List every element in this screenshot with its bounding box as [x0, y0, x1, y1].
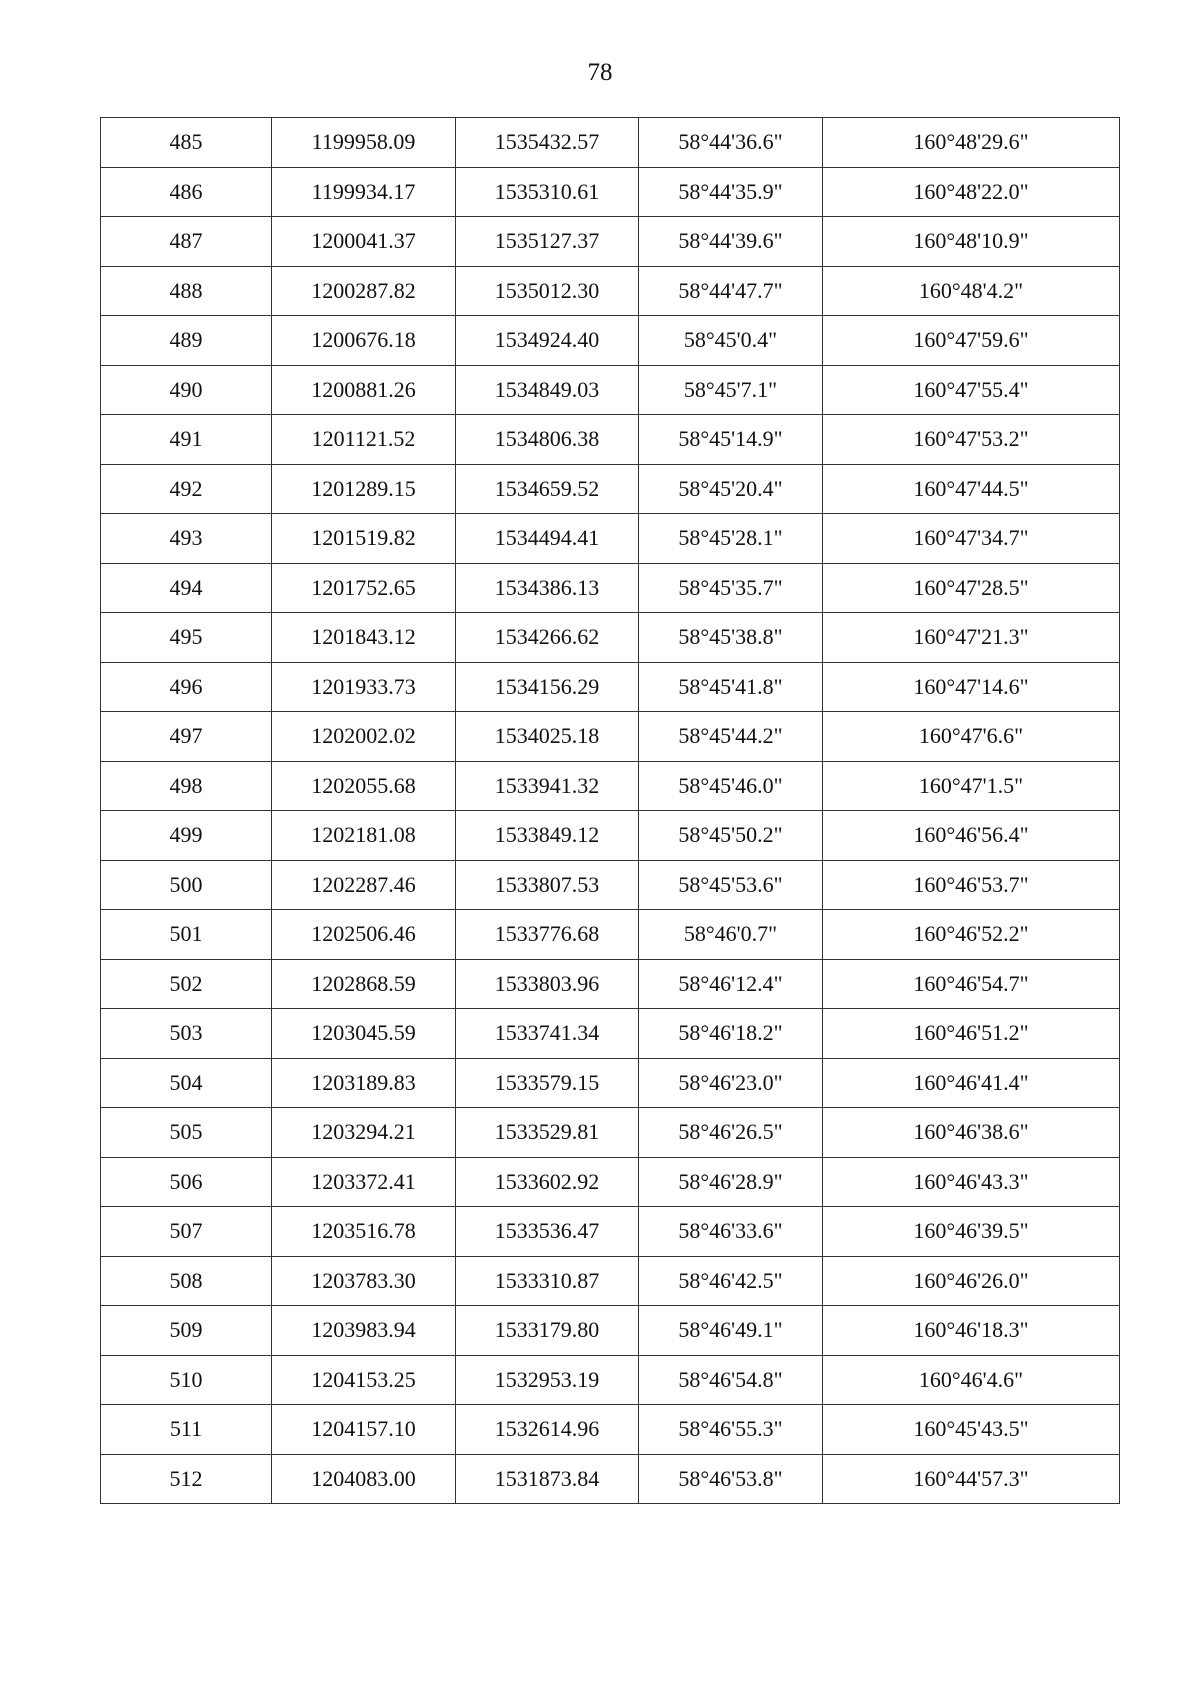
longitude-cell: 160°46'4.6": [823, 1355, 1120, 1405]
latitude-cell: 58°46'53.8": [639, 1454, 823, 1504]
latitude-cell: 58°44'47.7": [639, 266, 823, 316]
x-coordinate-cell: 1201121.52: [272, 415, 456, 465]
y-coordinate-cell: 1533849.12: [456, 811, 639, 861]
x-coordinate-cell: 1202506.46: [272, 910, 456, 960]
y-coordinate-cell: 1533179.80: [456, 1306, 639, 1356]
longitude-cell: 160°47'14.6": [823, 662, 1120, 712]
point-number-cell: 491: [101, 415, 272, 465]
point-number-cell: 485: [101, 118, 272, 168]
latitude-cell: 58°45'7.1": [639, 365, 823, 415]
y-coordinate-cell: 1534659.52: [456, 464, 639, 514]
y-coordinate-cell: 1532614.96: [456, 1405, 639, 1455]
longitude-cell: 160°47'53.2": [823, 415, 1120, 465]
point-number-cell: 499: [101, 811, 272, 861]
table-row: [101, 1306, 1120, 1356]
table-row: [101, 811, 1120, 861]
table-row: [101, 1058, 1120, 1108]
y-coordinate-cell: 1535012.30: [456, 266, 639, 316]
y-coordinate-cell: 1533579.15: [456, 1058, 639, 1108]
y-coordinate-cell: 1534025.18: [456, 712, 639, 762]
x-coordinate-cell: 1199934.17: [272, 167, 456, 217]
x-coordinate-cell: 1204083.00: [272, 1454, 456, 1504]
longitude-cell: 160°46'51.2": [823, 1009, 1120, 1059]
latitude-cell: 58°45'0.4": [639, 316, 823, 366]
x-coordinate-cell: 1203983.94: [272, 1306, 456, 1356]
y-coordinate-cell: 1533536.47: [456, 1207, 639, 1257]
latitude-cell: 58°45'28.1": [639, 514, 823, 564]
longitude-cell: 160°46'26.0": [823, 1256, 1120, 1306]
longitude-cell: 160°46'43.3": [823, 1157, 1120, 1207]
y-coordinate-cell: 1533310.87: [456, 1256, 639, 1306]
point-number-cell: 495: [101, 613, 272, 663]
table-row: [101, 118, 1120, 168]
point-number-cell: 503: [101, 1009, 272, 1059]
point-number-cell: 511: [101, 1405, 272, 1455]
table-row: [101, 217, 1120, 267]
longitude-cell: 160°45'43.5": [823, 1405, 1120, 1455]
longitude-cell: 160°46'56.4": [823, 811, 1120, 861]
longitude-cell: 160°47'21.3": [823, 613, 1120, 663]
point-number-cell: 496: [101, 662, 272, 712]
longitude-cell: 160°47'55.4": [823, 365, 1120, 415]
y-coordinate-cell: 1531873.84: [456, 1454, 639, 1504]
point-number-cell: 497: [101, 712, 272, 762]
latitude-cell: 58°45'41.8": [639, 662, 823, 712]
point-number-cell: 507: [101, 1207, 272, 1257]
x-coordinate-cell: 1202181.08: [272, 811, 456, 861]
point-number-cell: 487: [101, 217, 272, 267]
longitude-cell: 160°46'53.7": [823, 860, 1120, 910]
longitude-cell: 160°48'29.6": [823, 118, 1120, 168]
y-coordinate-cell: 1533807.53: [456, 860, 639, 910]
latitude-cell: 58°44'36.6": [639, 118, 823, 168]
latitude-cell: 58°44'35.9": [639, 167, 823, 217]
latitude-cell: 58°46'12.4": [639, 959, 823, 1009]
longitude-cell: 160°48'22.0": [823, 167, 1120, 217]
y-coordinate-cell: 1533529.81: [456, 1108, 639, 1158]
point-number-cell: 506: [101, 1157, 272, 1207]
y-coordinate-cell: 1532953.19: [456, 1355, 639, 1405]
latitude-cell: 58°46'49.1": [639, 1306, 823, 1356]
table-row: [101, 1108, 1120, 1158]
table-row: [101, 415, 1120, 465]
y-coordinate-cell: 1535127.37: [456, 217, 639, 267]
table-row: [101, 1157, 1120, 1207]
x-coordinate-cell: 1202002.02: [272, 712, 456, 762]
x-coordinate-cell: 1199958.09: [272, 118, 456, 168]
table-row: [101, 1256, 1120, 1306]
longitude-cell: 160°48'4.2": [823, 266, 1120, 316]
point-number-cell: 489: [101, 316, 272, 366]
longitude-cell: 160°47'44.5": [823, 464, 1120, 514]
latitude-cell: 58°46'26.5": [639, 1108, 823, 1158]
table-row: [101, 860, 1120, 910]
point-number-cell: 502: [101, 959, 272, 1009]
y-coordinate-cell: 1534156.29: [456, 662, 639, 712]
point-number-cell: 493: [101, 514, 272, 564]
x-coordinate-cell: 1201843.12: [272, 613, 456, 663]
x-coordinate-cell: 1204153.25: [272, 1355, 456, 1405]
x-coordinate-cell: 1201752.65: [272, 563, 456, 613]
point-number-cell: 509: [101, 1306, 272, 1356]
longitude-cell: 160°47'34.7": [823, 514, 1120, 564]
latitude-cell: 58°46'18.2": [639, 1009, 823, 1059]
x-coordinate-cell: 1203045.59: [272, 1009, 456, 1059]
x-coordinate-cell: 1203783.30: [272, 1256, 456, 1306]
latitude-cell: 58°45'38.8": [639, 613, 823, 663]
point-number-cell: 501: [101, 910, 272, 960]
table-row: [101, 167, 1120, 217]
y-coordinate-cell: 1533941.32: [456, 761, 639, 811]
point-number-cell: 512: [101, 1454, 272, 1504]
longitude-cell: 160°47'28.5": [823, 563, 1120, 613]
x-coordinate-cell: 1200041.37: [272, 217, 456, 267]
coordinates-table: [100, 117, 1120, 1504]
table-row: [101, 1405, 1120, 1455]
longitude-cell: 160°46'52.2": [823, 910, 1120, 960]
latitude-cell: 58°45'44.2": [639, 712, 823, 762]
latitude-cell: 58°46'33.6": [639, 1207, 823, 1257]
longitude-cell: 160°44'57.3": [823, 1454, 1120, 1504]
table-row: [101, 712, 1120, 762]
latitude-cell: 58°46'0.7": [639, 910, 823, 960]
table-row: [101, 266, 1120, 316]
table-row: [101, 662, 1120, 712]
point-number-cell: 510: [101, 1355, 272, 1405]
x-coordinate-cell: 1202287.46: [272, 860, 456, 910]
table-row: [101, 910, 1120, 960]
point-number-cell: 504: [101, 1058, 272, 1108]
latitude-cell: 58°45'46.0": [639, 761, 823, 811]
longitude-cell: 160°48'10.9": [823, 217, 1120, 267]
y-coordinate-cell: 1534806.38: [456, 415, 639, 465]
table-row: [101, 563, 1120, 613]
latitude-cell: 58°46'55.3": [639, 1405, 823, 1455]
y-coordinate-cell: 1534386.13: [456, 563, 639, 613]
latitude-cell: 58°45'35.7": [639, 563, 823, 613]
x-coordinate-cell: 1201289.15: [272, 464, 456, 514]
y-coordinate-cell: 1533741.34: [456, 1009, 639, 1059]
x-coordinate-cell: 1203294.21: [272, 1108, 456, 1158]
y-coordinate-cell: 1534494.41: [456, 514, 639, 564]
y-coordinate-cell: 1535310.61: [456, 167, 639, 217]
x-coordinate-cell: 1200287.82: [272, 266, 456, 316]
x-coordinate-cell: 1203189.83: [272, 1058, 456, 1108]
latitude-cell: 58°46'42.5": [639, 1256, 823, 1306]
point-number-cell: 492: [101, 464, 272, 514]
table-row: [101, 1207, 1120, 1257]
latitude-cell: 58°46'54.8": [639, 1355, 823, 1405]
latitude-cell: 58°45'50.2": [639, 811, 823, 861]
y-coordinate-cell: 1533602.92: [456, 1157, 639, 1207]
table-row: [101, 1454, 1120, 1504]
table-row: [101, 613, 1120, 663]
table-row: [101, 959, 1120, 1009]
latitude-cell: 58°46'23.0": [639, 1058, 823, 1108]
table-row: [101, 514, 1120, 564]
y-coordinate-cell: 1533803.96: [456, 959, 639, 1009]
point-number-cell: 486: [101, 167, 272, 217]
table-row: [101, 464, 1120, 514]
x-coordinate-cell: 1201933.73: [272, 662, 456, 712]
table-row: [101, 316, 1120, 366]
y-coordinate-cell: 1534266.62: [456, 613, 639, 663]
y-coordinate-cell: 1534849.03: [456, 365, 639, 415]
latitude-cell: 58°46'28.9": [639, 1157, 823, 1207]
point-number-cell: 494: [101, 563, 272, 613]
page-number: 78: [587, 59, 613, 86]
table-row: [101, 365, 1120, 415]
table-row: [101, 1355, 1120, 1405]
x-coordinate-cell: 1203372.41: [272, 1157, 456, 1207]
point-number-cell: 498: [101, 761, 272, 811]
latitude-cell: 58°44'39.6": [639, 217, 823, 267]
point-number-cell: 505: [101, 1108, 272, 1158]
longitude-cell: 160°46'38.6": [823, 1108, 1120, 1158]
x-coordinate-cell: 1203516.78: [272, 1207, 456, 1257]
x-coordinate-cell: 1200881.26: [272, 365, 456, 415]
x-coordinate-cell: 1201519.82: [272, 514, 456, 564]
x-coordinate-cell: 1200676.18: [272, 316, 456, 366]
y-coordinate-cell: 1534924.40: [456, 316, 639, 366]
longitude-cell: 160°46'54.7": [823, 959, 1120, 1009]
longitude-cell: 160°46'39.5": [823, 1207, 1120, 1257]
latitude-cell: 58°45'53.6": [639, 860, 823, 910]
x-coordinate-cell: 1204157.10: [272, 1405, 456, 1455]
y-coordinate-cell: 1533776.68: [456, 910, 639, 960]
longitude-cell: 160°46'41.4": [823, 1058, 1120, 1108]
x-coordinate-cell: 1202055.68: [272, 761, 456, 811]
y-coordinate-cell: 1535432.57: [456, 118, 639, 168]
point-number-cell: 490: [101, 365, 272, 415]
table-row: [101, 1009, 1120, 1059]
longitude-cell: 160°47'59.6": [823, 316, 1120, 366]
coordinates-table-body: [101, 118, 1120, 1504]
latitude-cell: 58°45'20.4": [639, 464, 823, 514]
point-number-cell: 508: [101, 1256, 272, 1306]
point-number-cell: 500: [101, 860, 272, 910]
longitude-cell: 160°46'18.3": [823, 1306, 1120, 1356]
longitude-cell: 160°47'6.6": [823, 712, 1120, 762]
point-number-cell: 488: [101, 266, 272, 316]
x-coordinate-cell: 1202868.59: [272, 959, 456, 1009]
latitude-cell: 58°45'14.9": [639, 415, 823, 465]
longitude-cell: 160°47'1.5": [823, 761, 1120, 811]
table-row: [101, 761, 1120, 811]
